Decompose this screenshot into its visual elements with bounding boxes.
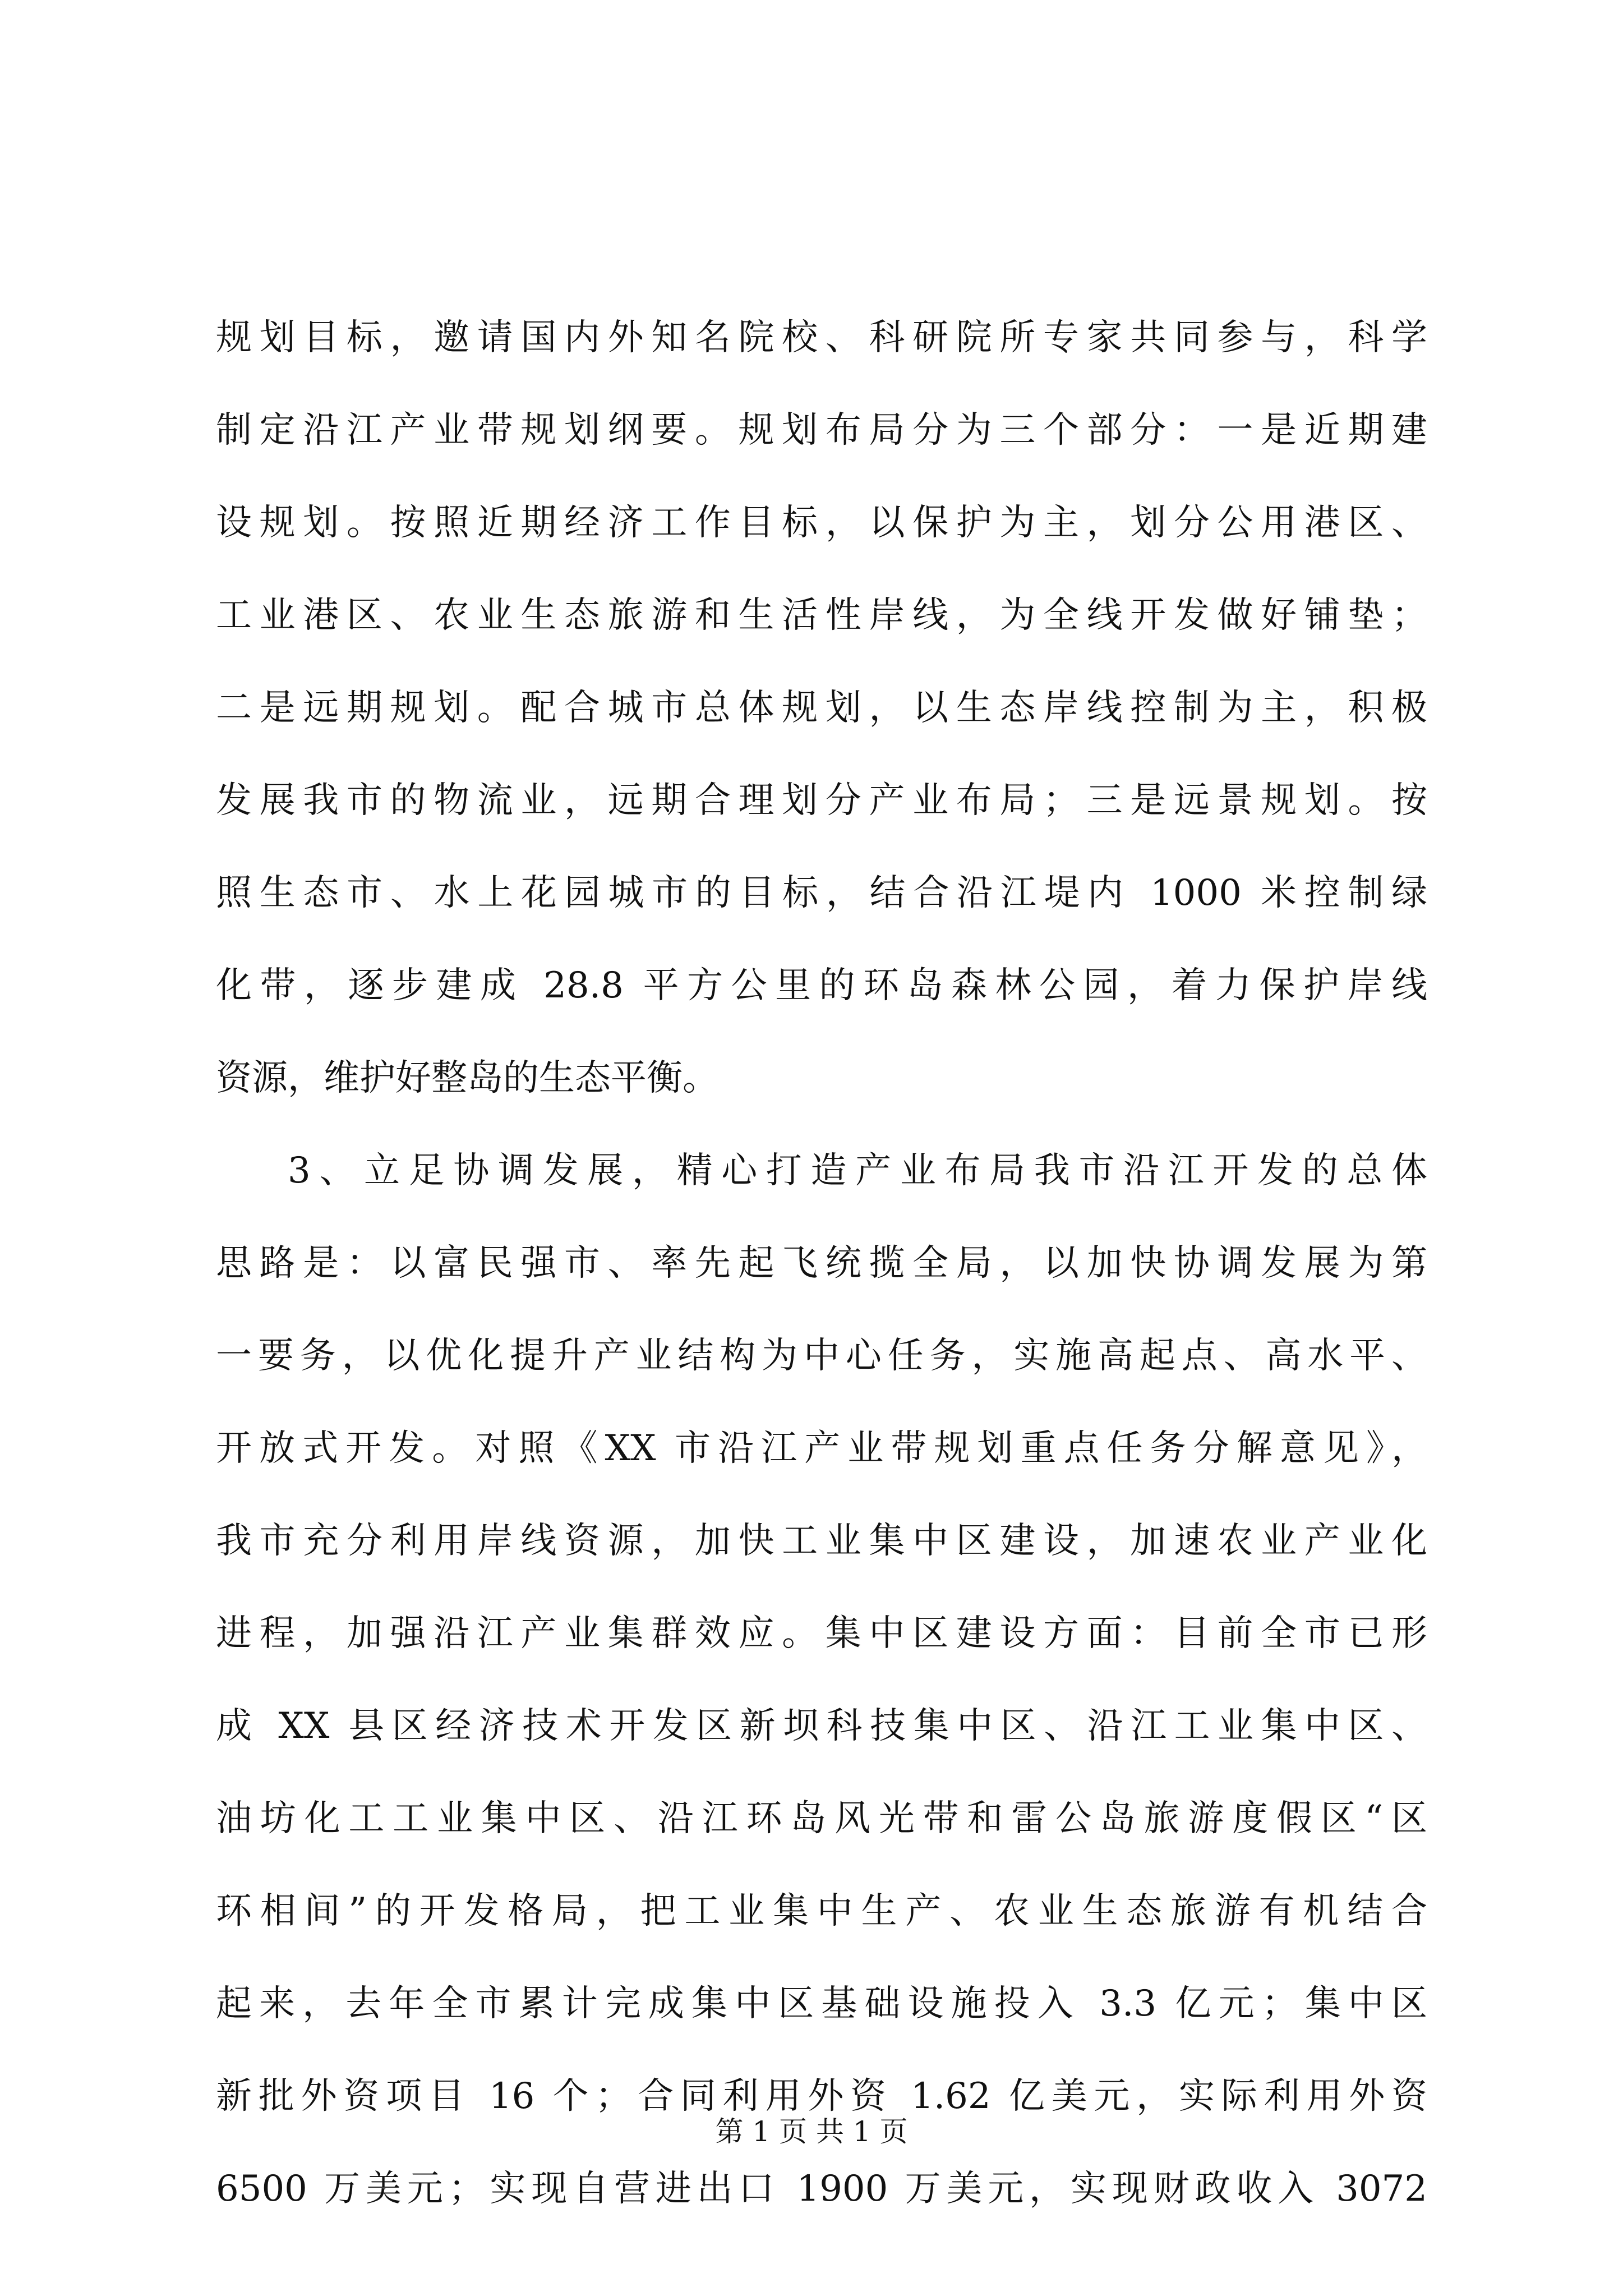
text-line: 化带，逐步建成 28.8 平方公里的环岛森林公园，着力保护岸线 xyxy=(216,965,1427,1006)
text-line: 规划目标，邀请国内外知名院校、科研院所专家共同参与，科学 xyxy=(216,317,1427,358)
text-line: 成 XX 县区经济技术开发区新坝科技集中区、沿江工业集中区、 xyxy=(216,1705,1427,1747)
text-line: 制定沿江产业带规划纲要。规划布局分为三个部分：一是近期建 xyxy=(216,409,1427,451)
text-line: 照生态市、水上花园城市的目标，结合沿江堤内 1000 米控制绿 xyxy=(216,872,1427,914)
text-line: 油坊化工工业集中区、沿江环岛风光带和雷公岛旅游度假区“区 xyxy=(216,1798,1427,1839)
text-line: 思路是：以富民强市、率先起飞统揽全局，以加快协调发展为第 xyxy=(216,1243,1427,1284)
text-line: 开放式开发。对照《XX 市沿江产业带规划重点任务分解意见》， xyxy=(216,1428,1427,1469)
text-line: 6500 万美元；实现自营进出口 1900 万美元，实现财政收入 3072 xyxy=(216,2168,1427,2210)
text-line: 工业港区、农业生态旅游和生活性岸线，为全线开发做好铺垫； xyxy=(216,595,1427,636)
text-line: 起来，去年全市累计完成集中区基础设施投入 3.3 亿元；集中区 xyxy=(216,1983,1427,2024)
text-line: 环相间”的开发格局，把工业集中生产、农业生态旅游有机结合 xyxy=(216,1890,1427,1932)
text-line: 我市充分利用岸线资源，加快工业集中区建设，加速农业产业化 xyxy=(216,1520,1427,1562)
text-line: 进程，加强沿江产业集群效应。集中区建设方面：目前全市已形 xyxy=(216,1613,1427,1654)
paragraph-end-line: 资源，维护好整岛的生态平衡。 xyxy=(216,1057,718,1099)
text-line: 设规划。按照近期经济工作目标，以保护为主，划分公用港区、 xyxy=(216,502,1427,544)
page-footer: 第 1 页 共 1 页 xyxy=(715,2115,908,2148)
text-line: 新批外资项目 16 个；合同利用外资 1.62 亿美元，实际利用外资 xyxy=(216,2076,1427,2117)
text-line: 二是远期规划。配合城市总体规划，以生态岸线控制为主，积极 xyxy=(216,687,1427,729)
text-line: 发展我市的物流业，远期合理划分产业布局；三是远景规划。按 xyxy=(216,780,1427,821)
document-body xyxy=(216,292,1427,2235)
paragraph-start-line: 3、立足协调发展，精心打造产业布局我市沿江开发的总体 xyxy=(288,1150,1427,1191)
text-line: 一要务，以优化提升产业结构为中心任务，实施高起点、高水平、 xyxy=(216,1335,1427,1377)
